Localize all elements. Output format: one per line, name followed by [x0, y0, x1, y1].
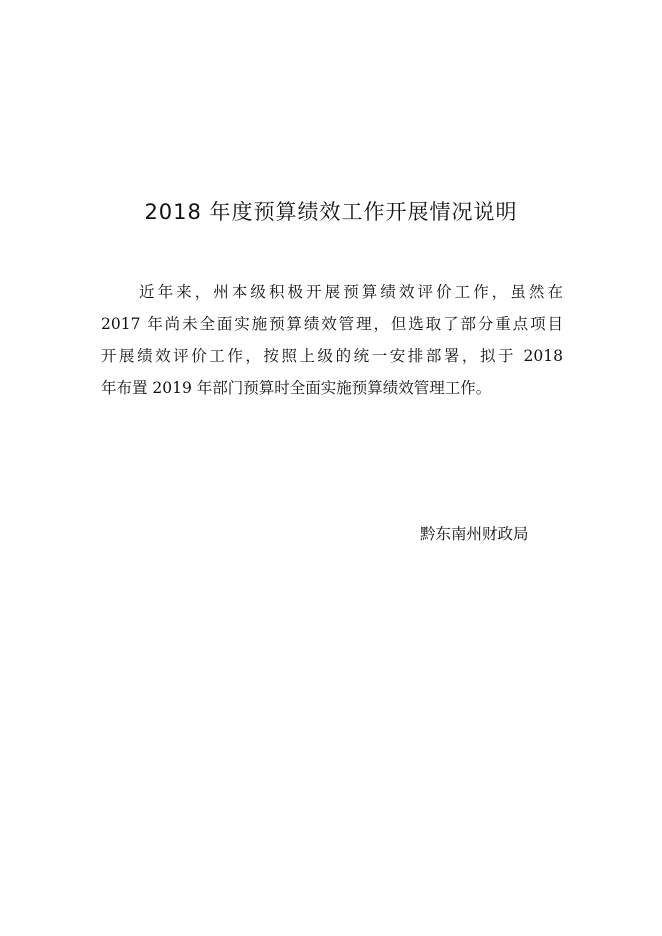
body-line-1: 近年来，州本级积极开展预算绩效评价工作，虽然在 [139, 283, 563, 301]
document-body [101, 276, 563, 404]
body-line-4: 年布置 2019 年部门预算时全面实施预算绩效管理工作。 [101, 379, 492, 397]
document-signature: 黔东南州财政局 [420, 525, 529, 543]
body-line-3: 开展绩效评价工作，按照上级的统一安排部署，拟于 2018 [101, 347, 563, 365]
document-title: 2018 年度预算绩效工作开展情况说明 [144, 200, 518, 224]
body-line-2: 2017 年尚未全面实施预算绩效管理，但选取了部分重点项目 [101, 315, 563, 333]
